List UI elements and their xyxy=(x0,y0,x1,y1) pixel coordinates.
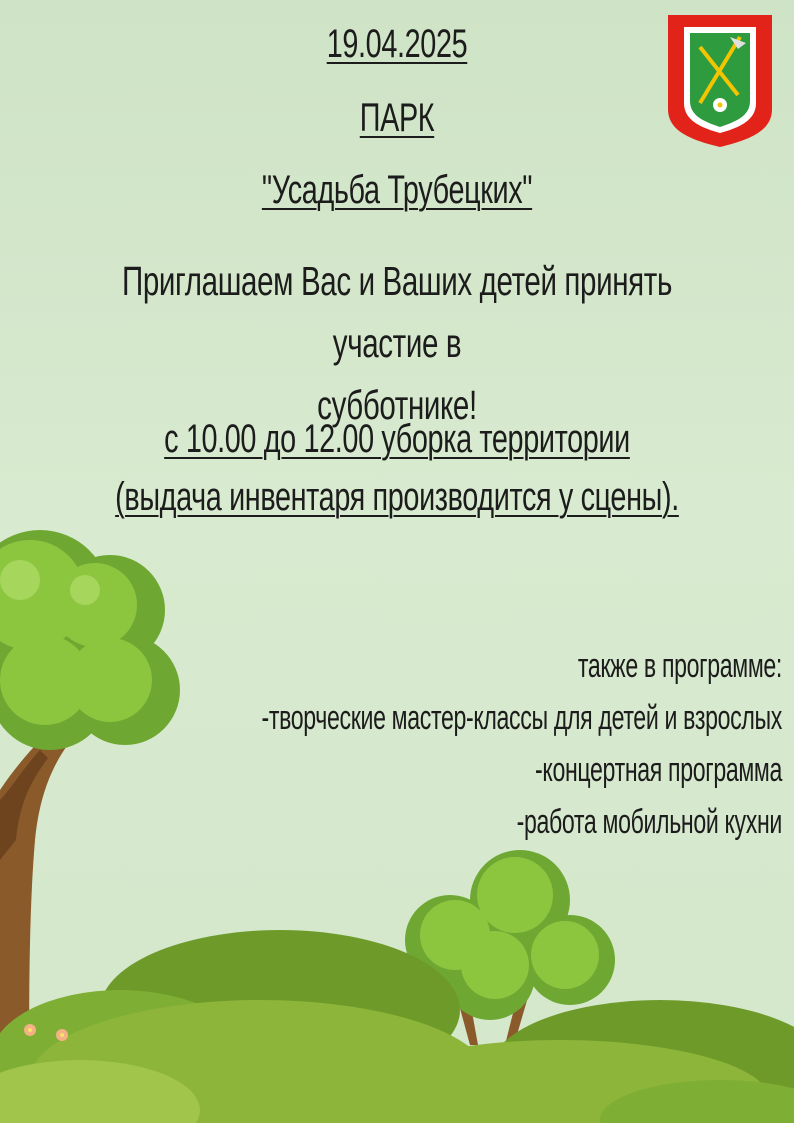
event-date: 19.04.2025 xyxy=(326,22,468,66)
venue-name: "Усадьба Трубецких" xyxy=(261,168,533,212)
park-label: ПАРК xyxy=(359,96,435,140)
program-item: -творческие мастер-классы для детей и взрослых xyxy=(261,699,782,737)
inventory-note: (выдача инвентаря производится у сцены). xyxy=(115,475,679,519)
program-heading: также в программе: xyxy=(577,647,782,685)
schedule-time: с 10.00 до 12.00 уборка территории xyxy=(164,417,630,461)
schedule-block xyxy=(82,410,711,526)
invitation-line-2: субботнике! xyxy=(317,382,477,428)
invitation-text xyxy=(82,250,711,436)
program-item: -работа мобильной кухни xyxy=(516,803,782,841)
invitation-line-1: Приглашаем Вас и Ваших детей принять участие в xyxy=(122,258,672,366)
program-list xyxy=(102,640,782,848)
program-item: -концертная программа xyxy=(535,751,782,789)
